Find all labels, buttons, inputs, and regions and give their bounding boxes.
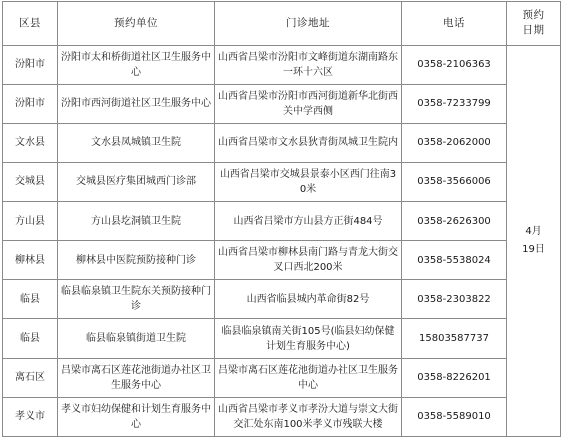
cell-phone: 0358-2303822: [402, 280, 507, 319]
header-county: 区县: [3, 2, 58, 46]
cell-phone: 0358-8226201: [402, 358, 507, 397]
cell-unit: [58, 202, 215, 241]
cell-unit-text: 汾阳市太和桥街道社区卫生服务中心: [61, 51, 211, 78]
table-row: [3, 358, 561, 397]
cell-phone: 0358-2062000: [402, 123, 507, 162]
cell-unit: [58, 84, 215, 123]
cell-address-text: 山西省临县城内革命街82号: [246, 293, 370, 305]
date-line2: 19日: [522, 243, 545, 255]
cell-address-text: 山西省吕梁市方山县方正街484号: [233, 215, 383, 227]
cell-unit-text: 方山县圪洞镇卫生院: [91, 215, 181, 227]
cell-unit-text: 柳林县中医院预防接种门诊: [76, 254, 196, 266]
cell-address: [215, 241, 402, 280]
table-header-row: [3, 2, 561, 46]
cell-county: 文水县: [3, 123, 58, 162]
cell-unit-text: 吕梁市离石区莲花池街道办社区卫生服务中心: [61, 364, 211, 391]
cell-address: [215, 358, 402, 397]
cell-county: 离石区: [3, 358, 58, 397]
table-row: [3, 162, 561, 201]
table-row: [3, 45, 561, 84]
cell-unit: [58, 123, 215, 162]
cell-unit-text: 孝义市妇幼保健和计划生育服务中心: [61, 403, 211, 430]
table-row: [3, 123, 561, 162]
cell-address: [215, 45, 402, 84]
table-row: [3, 319, 561, 358]
cell-phone: 15803587737: [402, 319, 507, 358]
table-row: [3, 84, 561, 123]
cell-unit: [58, 45, 215, 84]
cell-address-text: 临县临泉镇南关街105号(临县妇幼保健计划生育服务中心): [221, 325, 395, 352]
cell-county: 临县: [3, 280, 58, 319]
cell-unit-text: 文水县凤城镇卫生院: [91, 137, 181, 149]
cell-phone: 0358-5589010: [402, 397, 507, 436]
cell-phone: 0358-5538024: [402, 241, 507, 280]
table-row: [3, 280, 561, 319]
cell-county: 方山县: [3, 202, 58, 241]
cell-address: [215, 319, 402, 358]
cell-county: 孝义市: [3, 397, 58, 436]
date-line1: 4月: [525, 225, 542, 237]
table-row: [3, 202, 561, 241]
cell-address: [215, 162, 402, 201]
cell-unit-text: 临县临泉镇街道卫生院: [86, 333, 186, 345]
cell-county: 汾阳市: [3, 84, 58, 123]
cell-unit: [58, 397, 215, 436]
header-phone: 电话: [402, 2, 507, 46]
cell-unit: [58, 280, 215, 319]
cell-address: [215, 84, 402, 123]
cell-county: 交城县: [3, 162, 58, 201]
appointment-table: [2, 1, 561, 437]
header-unit: 预约单位: [58, 2, 215, 46]
cell-unit-text: 交城县医疗集团城西门诊部: [76, 176, 196, 188]
cell-address-text: 山西省吕梁市孝义市孝汾大道与崇文大街交汇处东南100米孝义市残联大楼: [218, 403, 398, 430]
cell-date: [507, 45, 561, 437]
appointment-table-page: [2, 1, 545, 437]
cell-county: 柳林县: [3, 241, 58, 280]
cell-address-text: 山西省吕梁市交城县景泰小区西门往南30米: [219, 168, 397, 195]
cell-county: 汾阳市: [3, 45, 58, 84]
cell-county: 临县: [3, 319, 58, 358]
header-date: [507, 2, 561, 46]
cell-address: [215, 280, 402, 319]
cell-phone: 0358-3566006: [402, 162, 507, 201]
cell-address-text: 山西省吕梁市汾阳市文峰街道东湖南路东一环十六区: [218, 51, 398, 78]
cell-address: [215, 397, 402, 436]
cell-unit: [58, 319, 215, 358]
cell-unit-text: 汾阳市西河街道社区卫生服务中心: [61, 98, 211, 110]
cell-address-text: 吕梁市离石区莲花池街道办社区卫生服务中心: [218, 364, 398, 391]
cell-address-text: 山西省吕梁市文水县狄青街凤城卫生院内: [218, 137, 398, 149]
cell-phone: 0358-2106363: [402, 45, 507, 84]
cell-address-text: 山西省吕梁市汾阳市西河街道新华北街西关中学西侧: [218, 90, 398, 117]
cell-unit: [58, 358, 215, 397]
cell-unit: [58, 162, 215, 201]
header-date-line2: 日期: [522, 24, 545, 37]
cell-address: [215, 123, 402, 162]
cell-phone: 0358-2626300: [402, 202, 507, 241]
cell-address-text: 山西省吕梁市柳林县南门路与青龙大街交叉口西北200米: [218, 247, 398, 274]
header-date-line1: 预约: [522, 9, 545, 22]
table-row: [3, 397, 561, 436]
cell-unit: [58, 241, 215, 280]
table-row: [3, 241, 561, 280]
cell-unit-text: 临县临泉镇卫生院东关预防接种门诊: [61, 286, 211, 313]
cell-address: [215, 202, 402, 241]
header-address: 门诊地址: [215, 2, 402, 46]
cell-phone: 0358-7233799: [402, 84, 507, 123]
